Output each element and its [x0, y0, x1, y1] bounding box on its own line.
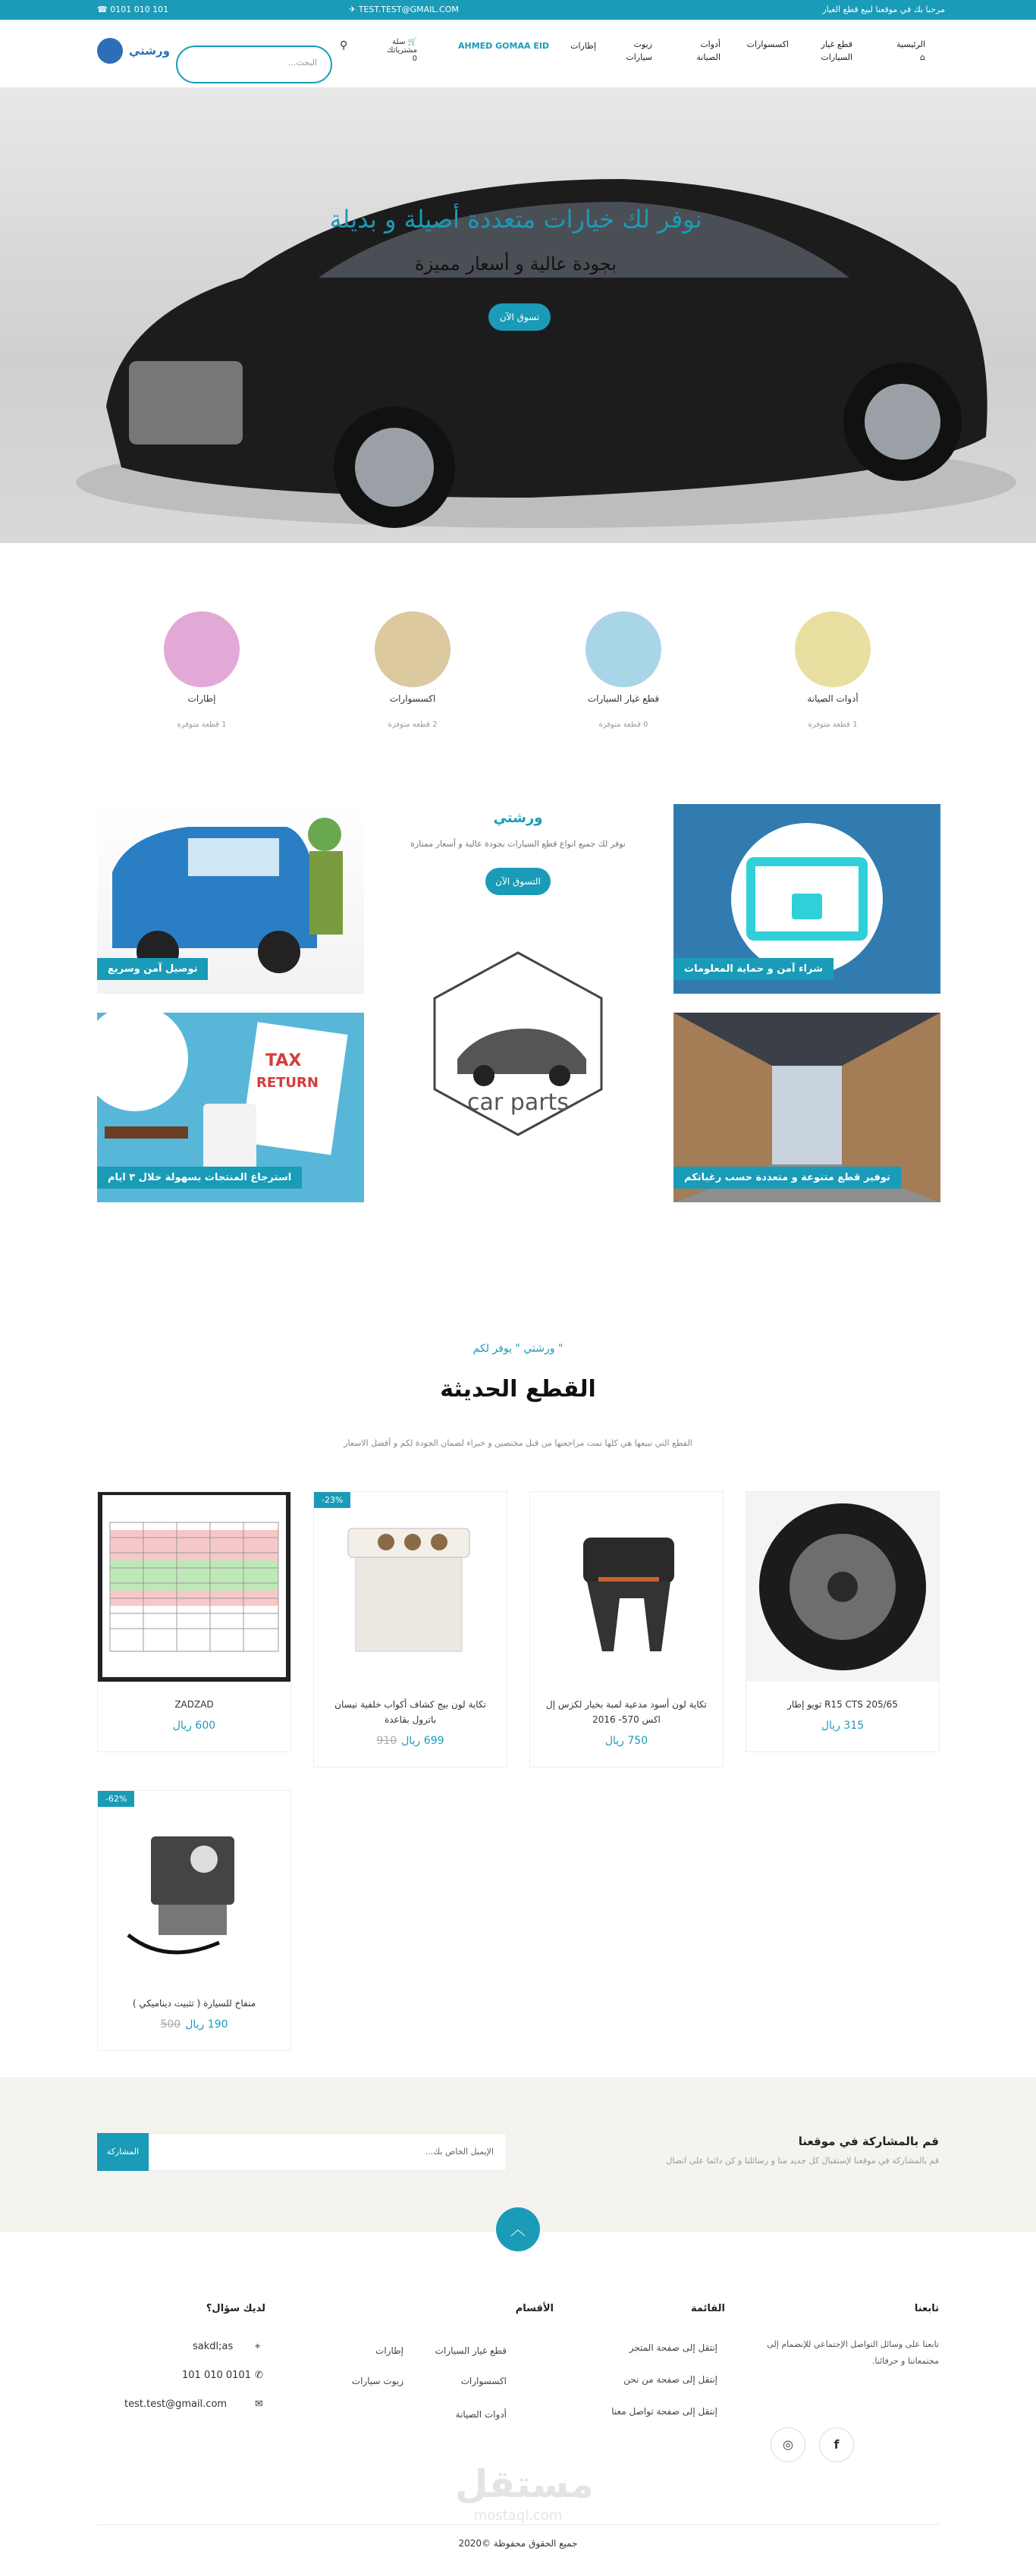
newsletter-description: قم بالمشاركة في موقعنا لإستقبال كل جديد منا و رسائلنا و كن دائما على اتصال [666, 2156, 939, 2166]
phone-icon: ✆ [255, 2370, 263, 2381]
banner-security[interactable] [673, 804, 940, 994]
product-image [530, 1492, 723, 1682]
product-price: 600 ريال [172, 1720, 216, 1732]
cart[interactable]: 🛒 سلة مشترياتك 0 [387, 38, 417, 63]
category-title: إطارات [187, 693, 216, 704]
center-text: نوفر لك جميع انواع قطع السيارات بجودة عالية و أسعار ممتازة [410, 839, 626, 849]
user-name[interactable]: AHMED GOMAA EID [458, 41, 550, 51]
engine-parts-icon [585, 611, 661, 687]
phone-contact[interactable]: ☎ 0101 010 101 [97, 5, 169, 14]
product-name[interactable]: ZADZAD [174, 1699, 214, 1710]
nav-oils[interactable]: زيوت سيارات [626, 39, 652, 62]
category-count: 2 قطعة متوفرة [388, 721, 438, 729]
nav-car-parts[interactable]: قطع غيار السيارات [821, 39, 852, 62]
hero-section [0, 88, 1036, 543]
scroll-top-chevron-up-icon[interactable]: ︿ [496, 2207, 540, 2251]
discount-badge: -23% [314, 1492, 350, 1508]
car-seat-icon [375, 611, 451, 687]
footer-cat-car-parts[interactable]: قطع غيار السيارات [435, 2345, 507, 2356]
envelope-icon: ✉ [255, 2399, 263, 2410]
search-input[interactable]: البحث... [176, 46, 332, 83]
main-nav [0, 20, 1036, 88]
footer-follow-text: تابعنا على وسائل التواصل الإجتماعي للإنضمام إلى مجتمعاتنا و حرفائنا. [767, 2339, 939, 2366]
brand-name[interactable]: ورشتي [129, 44, 171, 58]
product-price: 190 ريال500 [160, 2018, 228, 2031]
discount-badge: -62% [98, 1791, 134, 1807]
cart-count: 0 [412, 55, 417, 63]
tools-icon [795, 611, 871, 687]
category-count: 0 قطعة متوفرة [598, 721, 648, 729]
banner-returns[interactable] [97, 1013, 364, 1202]
product-name[interactable]: تكاية لون بيج كشاف أكواب خلفية نيسان باترول بقاعدة [334, 1699, 486, 1725]
product-image [98, 1791, 290, 1981]
product-card[interactable] [97, 1491, 291, 1752]
old-price: 910 [376, 1735, 397, 1747]
product-card[interactable] [746, 1491, 940, 1752]
copyright: جميع الحقوق محفوظة ©2020 [458, 2538, 578, 2549]
watermark-logo: مستقل [455, 2462, 594, 2506]
footer-follow-title: تابعنا [914, 2303, 939, 2314]
product-name[interactable]: تكاية لون أسود مدعية لمبة بخيار لكزس إل اكس 570- 2016 [545, 1699, 708, 1725]
center-shop-button[interactable]: التسوق الآن [485, 868, 551, 895]
product-image [98, 1492, 290, 1682]
product-name[interactable]: 205/65 R15 CTS تويو إطار [787, 1699, 898, 1710]
email-contact[interactable]: ✈ TEST.TEST@GMAIL.COM [349, 5, 459, 14]
nav-tires[interactable]: إطارات [570, 41, 596, 51]
footer-categories-title: الأقسام [515, 2303, 554, 2314]
footer-cat-accessories[interactable]: اكسسوارات [460, 2376, 507, 2386]
nav-home[interactable]: الرئيسية ⌂ [896, 39, 925, 62]
hero-shop-button[interactable]: تسوق الآن [488, 303, 551, 331]
footer-link-contact[interactable]: إنتقل إلى صفحة تواصل معنا [611, 2406, 717, 2417]
footer-link-about[interactable]: إنتقل إلى صفحة من نحن [623, 2374, 717, 2385]
svg-text:TAX: TAX [265, 1051, 302, 1070]
footer-address: sakdl;as [193, 2341, 234, 2352]
hero-subtitle: بجودة عالية و أسعار مميزة [414, 253, 617, 275]
footer-cat-oils[interactable]: زيوت سيارات [351, 2376, 403, 2386]
watermark-sub: mostaql.com [473, 2508, 563, 2524]
newsletter-email-input[interactable]: الإيميل الخاص بك... [149, 2133, 507, 2171]
product-price: 750 ريال [604, 1735, 648, 1747]
nav-tools[interactable]: أدوات الصيانة [696, 39, 720, 62]
product-name[interactable]: منفاخ للسيارة ( تثبيت ديناميكي ) [132, 1998, 256, 2009]
footer-contact-title: لديك سؤال؟ [206, 2303, 265, 2314]
center-promo [379, 804, 657, 1206]
footer-cat-tires[interactable]: إطارات [375, 2345, 403, 2356]
footer-link-shop[interactable]: إنتقل إلى صفحة المتجر [629, 2342, 717, 2353]
old-price: 500 [160, 2018, 181, 2031]
products-description: القطع التي نبيعها هي كلها تمت مراجعتها من قبل مختصين و خبراء لضمان الجودة لكم و أفضل الاسعار [344, 1438, 692, 1448]
banner-label: شراء آمن و حماية المعلومات [673, 958, 834, 980]
footer-email[interactable]: test.test@gmail.com [124, 2399, 228, 2410]
product-price: 315 ريال [821, 1720, 865, 1732]
facebook-icon[interactable]: f [819, 2427, 854, 2462]
svg-text:RETURN: RETURN [256, 1075, 319, 1091]
category-count: 1 قطعة متوفرة [177, 721, 227, 729]
brand-logo-icon [97, 38, 123, 64]
welcome-text: مرحبا بك في موقعنا لبيع قطع الغيار [822, 5, 945, 14]
top-bar [0, 0, 1036, 20]
product-price: 699 ريال910 [376, 1735, 444, 1747]
nav-accessories[interactable]: اكسسوارات [746, 39, 789, 49]
category-title: أدوات الصيانة [807, 693, 859, 704]
banner-variety[interactable] [673, 1013, 940, 1202]
banner-label: توصيل آمن وسريع [97, 958, 208, 980]
products-title: القطع الحديثة [440, 1376, 596, 1403]
product-card[interactable] [97, 1790, 291, 2051]
footer-divider [97, 2524, 939, 2525]
hero-title: نوفر لك خيارات متعددة أصيلة و بديلة [329, 205, 702, 234]
footer-phone[interactable]: 101 010 0101 [182, 2370, 251, 2381]
footer-menu-title: القائمة [690, 2303, 725, 2314]
newsletter-subscribe-button[interactable]: المشاركة [97, 2133, 149, 2171]
category-title: قطع غيار السيارات [587, 693, 660, 704]
product-image [746, 1492, 939, 1682]
center-image-caption: car parts [467, 1089, 569, 1116]
tire-car-icon [164, 611, 240, 687]
banner-delivery[interactable] [97, 804, 364, 994]
banner-label: توفير قطع متنوعة و متعددة حسب رغباتكم [673, 1167, 901, 1189]
product-image [314, 1492, 507, 1682]
instagram-icon[interactable]: ◎ [771, 2427, 805, 2462]
category-title: اكسسوارات [389, 693, 436, 704]
footer-cat-tools[interactable]: أدوات الصيانة [455, 2409, 507, 2420]
home-icon: ⌂ [920, 52, 925, 62]
car-parts-illustration [404, 938, 632, 1165]
cart-icon: 🛒 [407, 38, 417, 46]
search-icon[interactable]: ⚲ [340, 39, 348, 52]
location-icon: ⌖ [255, 2341, 261, 2352]
category-count: 1 قطعة متوفرة [808, 721, 858, 729]
center-brand: ورشتي [493, 810, 543, 826]
products-eyebrow: " ورشتي " يوفر لكم [472, 1343, 564, 1355]
product-card[interactable] [313, 1491, 507, 1767]
banner-label: استرجاع المنتجات بسهولة خلال ٣ ايام [97, 1167, 302, 1189]
newsletter-title: قم بالمشاركة في موقعنا [798, 2135, 939, 2148]
product-card[interactable] [529, 1491, 724, 1767]
